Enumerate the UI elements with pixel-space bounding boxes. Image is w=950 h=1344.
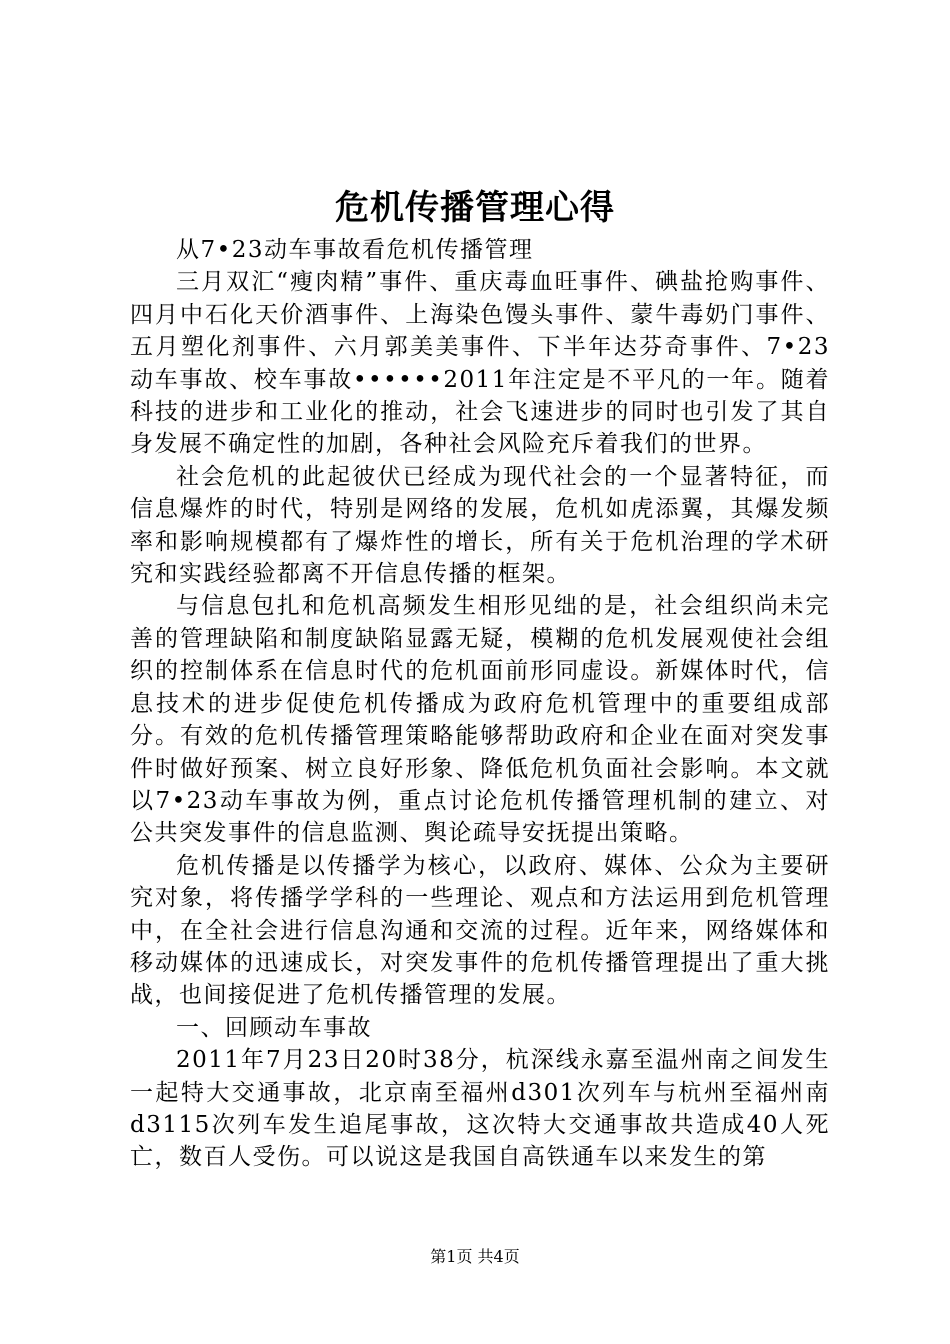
section-heading: 一、回顾动车事故	[176, 1014, 372, 1041]
body-paragraph: 危机传播是以传播学为核心，以政府、媒体、公众为主要研究对象，将传播学学科的一些理论、观点和方法运用到危机管理中，在全社会进行信息沟通和交流的过程。近年来，网络媒体和移动媒体的迅速成长，对突发事件的危机传播管理提出了重大挑战，也间接促进了危机传播管理的发展。	[130, 852, 830, 1009]
subtitle-paragraph: 从7•23动车事故看危机传播管理	[176, 237, 534, 263]
document-body	[130, 234, 830, 1174]
body-paragraph: 三月双汇“瘦肉精”事件、重庆毒血旺事件、碘盐抢购事件、四月中石化天价酒事件、上海染色馒头事件、蒙牛毒奶门事件、五月塑化剂事件、六月郭美美事件、下半年达芬奇事件、7•23动车事故、校车事故••••••2011年注定是不平凡的一年。随着科技的进步和工业化的推动，社会飞速进步的同时也引发了其自身发展不确定性的加剧，各种社会风险充斥着我们的世界。	[130, 269, 830, 458]
document-title: 危机传播管理心得	[335, 188, 615, 228]
body-paragraph: 社会危机的此起彼伏已经成为现代社会的一个显著特征，而信息爆炸的时代，特别是网络的发展，危机如虎添翼，其爆发频率和影响规模都有了爆炸性的增长，所有关于危机治理的学术研究和实践经验都离不开信息传播的框架。	[130, 463, 830, 588]
page-footer: 第1页 共4页	[430, 1247, 520, 1266]
body-paragraph: 与信息包扎和危机高频发生相形见绌的是，社会组织尚未完善的管理缺陷和制度缺陷显露无疑，模糊的危机发展观使社会组织的控制体系在信息时代的危机面前形同虚设。新媒体时代，信息技术的进步促使危机传播成为政府危机管理中的重要组成部分。有效的危机传播管理策略能够帮助政府和企业在面对突发事件时做好预案、树立良好形象、降低危机负面社会影响。本文就以7•23动车事故为例，重点讨论危机传播管理机制的建立、对公共突发事件的信息监测、舆论疏导安抚提出策略。	[130, 593, 830, 847]
body-paragraph: 2011年7月23日20时38分，杭深线永嘉至温州南之间发生一起特大交通事故，北京南至福州d301次列车与杭州至福州南d3115次列车发生追尾事故，这次特大交通事故共造成40人死亡，数百人受伤。可以说这是我国自高铁通车以来发生的第	[130, 1047, 830, 1171]
